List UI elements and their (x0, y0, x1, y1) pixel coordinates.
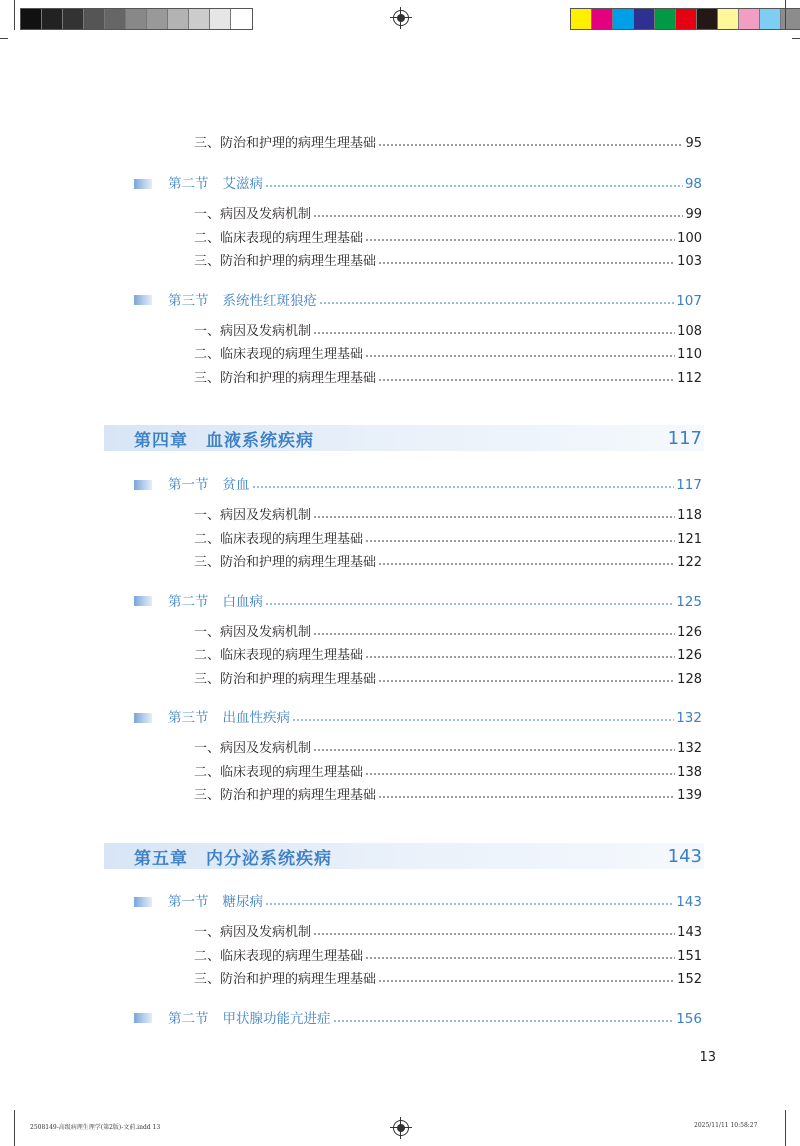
section-page: 143 (676, 894, 702, 910)
color-swatch (655, 9, 676, 29)
toc-section-line[interactable] (134, 475, 702, 494)
toc-item-line[interactable] (194, 738, 702, 758)
section-title: 出血性疾病 (222, 710, 290, 726)
toc-item-label: 三、防治和护理的病理生理基础 (194, 555, 377, 570)
color-swatch (571, 9, 592, 29)
toc-item-line[interactable] (194, 321, 702, 341)
section-number: 第三节 (168, 710, 209, 726)
slug-timestamp: 2025/11/11 10:58:27 (694, 1122, 758, 1129)
toc-item-label: 三、防治和护理的病理生理基础 (194, 370, 377, 386)
color-swatch (21, 9, 42, 29)
toc-item-page: 122 (677, 555, 702, 570)
crop-mark (792, 38, 800, 39)
toc-item-page: 112 (677, 370, 702, 386)
color-swatch (718, 9, 739, 29)
section-number: 第三节 (168, 292, 209, 309)
toc-section-line[interactable] (134, 708, 702, 727)
toc-item-line[interactable] (194, 669, 702, 689)
toc-item-label: 二、临床表现的病理生理基础 (194, 531, 364, 547)
dot-leader (265, 174, 683, 188)
dot-leader (378, 251, 675, 265)
section-title: 糖尿病 (222, 894, 263, 910)
dot-leader (378, 969, 675, 983)
section-number: 第一节 (168, 477, 209, 493)
section-number: 第二节 (168, 176, 209, 192)
dot-leader (265, 592, 674, 606)
registration-mark-icon (393, 10, 409, 26)
dot-leader (252, 475, 675, 489)
section-marker-icon (134, 480, 152, 490)
dot-leader (365, 762, 675, 776)
toc-item-line[interactable] (194, 645, 702, 665)
color-swatch (126, 9, 147, 29)
crop-mark (14, 1110, 15, 1146)
dot-leader (365, 946, 675, 960)
color-swatch (697, 9, 718, 29)
section-page: 117 (676, 477, 702, 493)
dot-leader (313, 321, 675, 335)
toc-section-line[interactable] (134, 291, 702, 310)
toc-section-line[interactable] (134, 892, 702, 911)
color-swatch (168, 9, 189, 29)
toc-item-page: 139 (677, 788, 702, 803)
color-swatch (42, 9, 63, 29)
toc-item-page: 99 (685, 207, 702, 222)
toc-item-label: 一、病因及发病机制 (194, 925, 312, 940)
toc-item-label: 二、临床表现的病理生理基础 (194, 230, 364, 246)
toc-item-line[interactable] (194, 228, 702, 248)
section-page: 156 (676, 1010, 702, 1027)
toc-item-line[interactable] (194, 922, 702, 942)
toc-item-line[interactable] (194, 529, 702, 549)
toc-item-line[interactable] (194, 969, 702, 989)
toc-item-label: 二、临床表现的病理生理基础 (194, 948, 364, 964)
dot-leader (319, 291, 674, 305)
section-title: 系统性红斑狼疮 (222, 292, 317, 309)
section-marker-icon (134, 713, 152, 723)
toc-item-page: 143 (677, 925, 702, 940)
toc-item-label: 一、病因及发病机制 (194, 207, 312, 222)
toc-item-label: 三、防治和护理的病理生理基础 (194, 788, 377, 803)
dot-leader (313, 622, 675, 636)
dot-leader (365, 529, 675, 543)
dot-leader (378, 785, 675, 799)
dot-leader (313, 204, 683, 218)
chapter-page: 143 (667, 845, 702, 867)
chapter-heading[interactable] (104, 425, 704, 451)
toc-item-page: 100 (677, 230, 702, 246)
chapter-heading[interactable] (104, 843, 704, 869)
dot-leader (313, 505, 675, 519)
section-number: 第一节 (168, 894, 209, 910)
dot-leader (378, 133, 683, 147)
toc-item-label: 一、病因及发病机制 (194, 323, 312, 339)
toc-item-line[interactable] (194, 762, 702, 782)
section-number: 第二节 (168, 1010, 209, 1027)
section-page: 98 (684, 176, 702, 192)
toc-item-page: 103 (677, 254, 702, 269)
chapter-page: 117 (667, 427, 702, 449)
color-swatch (63, 9, 84, 29)
dot-leader (265, 892, 674, 906)
crop-mark (0, 38, 8, 39)
toc-item-label: 二、临床表现的病理生理基础 (194, 347, 364, 362)
section-marker-icon (134, 179, 152, 189)
color-swatch (105, 9, 126, 29)
registration-mark-icon (393, 1120, 409, 1136)
dot-leader (365, 344, 675, 358)
toc-item-label: 一、病因及发病机制 (194, 508, 312, 523)
chapter-number: 第四章 (134, 430, 188, 451)
color-swatch (676, 9, 697, 29)
section-number: 第二节 (168, 593, 209, 610)
toc-item-label: 一、病因及发病机制 (194, 624, 312, 640)
toc-item-line[interactable] (194, 133, 702, 153)
dot-leader (292, 708, 674, 722)
gray-calibration-bar (20, 8, 253, 30)
dot-leader (365, 645, 675, 659)
crop-mark (785, 0, 786, 30)
toc-item-line[interactable] (194, 251, 702, 271)
color-swatch (592, 9, 613, 29)
slug-filename: 2508149-高级病理生理学(第2版)-文前.indd 13 (30, 1124, 161, 1131)
toc-item-page: 121 (677, 531, 702, 547)
toc-section-line[interactable] (134, 592, 702, 611)
toc-section-line[interactable] (134, 1009, 702, 1028)
toc-item-line[interactable] (194, 552, 702, 572)
crop-mark (785, 1110, 786, 1146)
toc-item-label: 三、防治和护理的病理生理基础 (194, 254, 377, 269)
toc-item-page: 151 (677, 948, 702, 964)
page-number: 13 (699, 1050, 716, 1065)
toc-item-page: 128 (677, 671, 702, 687)
chapter-number: 第五章 (134, 848, 188, 869)
dot-leader (378, 669, 675, 683)
toc-item-page: 138 (677, 764, 702, 780)
toc-item-page: 108 (677, 323, 702, 339)
color-calibration-bar (570, 8, 800, 30)
dot-leader (333, 1009, 675, 1023)
toc-item-line[interactable] (194, 505, 702, 525)
color-swatch (739, 9, 760, 29)
toc-item-page: 126 (677, 648, 702, 663)
chapter-title: 内分泌系统疾病 (206, 848, 332, 869)
crop-mark (14, 0, 15, 30)
toc-item-label: 三、防治和护理的病理生理基础 (194, 136, 377, 151)
section-title: 甲状腺功能亢进症 (222, 1010, 331, 1027)
toc-item-label: 一、病因及发病机制 (194, 741, 312, 756)
color-swatch (210, 9, 231, 29)
toc-item-label: 二、临床表现的病理生理基础 (194, 648, 364, 663)
color-swatch (634, 9, 655, 29)
toc-item-page: 152 (677, 972, 702, 987)
color-swatch (84, 9, 105, 29)
toc-item-line[interactable] (194, 368, 702, 388)
color-swatch (760, 9, 781, 29)
toc-item-label: 三、防治和护理的病理生理基础 (194, 972, 377, 987)
section-title: 贫血 (222, 477, 250, 493)
toc-item-label: 三、防治和护理的病理生理基础 (194, 671, 377, 687)
section-page: 125 (676, 593, 702, 610)
toc-section-line[interactable] (134, 174, 702, 193)
dot-leader (378, 368, 675, 382)
section-title: 白血病 (222, 593, 263, 610)
toc-item-page: 118 (677, 508, 702, 523)
section-marker-icon (134, 596, 152, 606)
section-marker-icon (134, 1013, 152, 1023)
section-marker-icon (134, 295, 152, 305)
dot-leader (313, 922, 675, 936)
toc-item-page: 132 (677, 741, 702, 756)
color-swatch (613, 9, 634, 29)
section-marker-icon (134, 897, 152, 907)
toc-item-line[interactable] (194, 946, 702, 966)
chapter-title: 血液系统疾病 (206, 430, 314, 451)
toc-item-line[interactable] (194, 785, 702, 805)
section-page: 107 (676, 292, 702, 309)
color-swatch (189, 9, 210, 29)
dot-leader (313, 738, 675, 752)
toc-item-line[interactable] (194, 622, 702, 642)
toc-item-page: 95 (685, 136, 702, 151)
toc-item-line[interactable] (194, 344, 702, 364)
color-swatch (231, 9, 252, 29)
section-page: 132 (676, 710, 702, 726)
toc-item-page: 126 (677, 624, 702, 640)
section-title: 艾滋病 (222, 176, 263, 192)
toc-item-label: 二、临床表现的病理生理基础 (194, 764, 364, 780)
toc-item-line[interactable] (194, 204, 702, 224)
dot-leader (378, 552, 675, 566)
dot-leader (365, 228, 675, 242)
color-swatch (781, 9, 800, 29)
toc-item-page: 110 (677, 347, 702, 362)
color-swatch (147, 9, 168, 29)
